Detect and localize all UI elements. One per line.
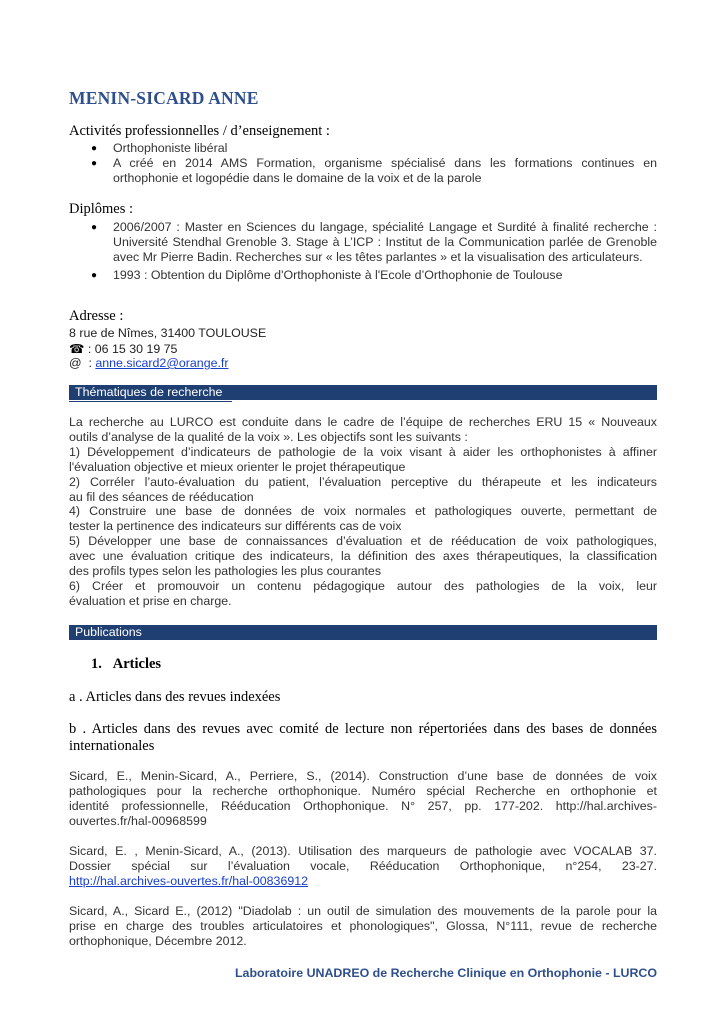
research-section-title: Thématiques de recherche [75,385,223,399]
bullet-icon: ● [91,143,98,154]
articles-heading: 1. Articles [91,656,162,672]
divider [69,401,232,402]
publications-section-bar [69,625,657,640]
publication-reference: Sicard, E. , Menin-Sicard, A., (2013). Utilisation des marqueurs de pathologie avec VOCALAB 37. Dossier spécial sur l’évaluation vocale, Rééducation Orthophonique, n°254, 23-27. http://hal.archives-ouvertes.fr/hal-00836912 [69,844,657,888]
peer-reviewed-articles-heading: b . Articles dans des revues avec comité de lecture non répertoriées dans des bases de données internationales [69,721,657,754]
list-item: ● 2006/2007 : Master en Sciences du langage, spécialité Langage et Surdité à finalité recherche : Université Stendhal Grenoble 3. Stage à L’ICP : Institut de la Communication parlée de Grenoble avec Mr Pierre Badin. Recherches sur « les têtes parlantes » et la visualisation des articulateurs. [91,220,657,265]
email-link[interactable]: anne.sicard2@orange.fr [95,356,229,370]
bullet-icon: ● [91,222,98,233]
list-item: ● A créé en 2014 AMS Formation, organisme spécialisé dans les formations continues en orthophonie et logopédie dans le domaine de la voix et de la parole [91,156,657,186]
diplomas-list [69,220,657,283]
research-paragraph: La recherche au LURCO est conduite dans le cadre de l’équipe de recherches ERU 15 « Nouveaux outils d’analyse de la qualité de la voix ». Les objectifs sont les suivants : 1) Développement d’indicateurs de pathologie de la voix visant à aider les orthophonistes à affiner l'évaluation objective et mieux orienter le projet thérapeutique 2) Corréler l’auto-évaluation du patient, l’évaluation perceptive du thérapeute et les indicateurs au fil des séances de rééducation 4) Construire une base de données de voix normales et pathologiques ouverte, permettant de tester la pertinence des indicateurs sur différents cas de voix 5) Développer une base de connaissances d’évaluation et de rééducation de voix pathologiques, avec une évaluation critique des indicateurs, la définition des axes thérapeutiques, la classification des profils types selon les pathologies les plus courantes 6) Créer et promouvoir un contenu pédagogique autour des pathologies de la voix, leur évaluation et prise en charge. [69,415,657,608]
list-item: ● 1993 : Obtention du Diplôme d'Orthophoniste à l'Ecole d’Orthophonie de Toulouse [91,267,563,282]
activities-list [69,141,657,187]
publications-section-title: Publications [75,625,142,639]
diplomas-heading: Diplômes : [69,201,134,217]
research-section-bar [69,385,657,400]
indexed-articles-heading: a . Articles dans des revues indexées [69,689,281,705]
bullet-icon: ● [91,269,98,281]
address-email: @ : anne.sicard2@orange.fr [69,356,229,370]
address-phone: ☎ : 06 15 30 19 75 [69,342,178,356]
bullet-icon: ● [91,158,98,170]
person-name: MENIN-SICARD ANNE [69,88,259,108]
address-heading: Adresse : [69,308,124,324]
activities-heading: Activités professionnelles / d’enseignement : [69,123,330,139]
hal-link[interactable]: http://hal.archives-ouvertes.fr/hal-00836912 [69,874,309,888]
list-item: ● Orthophoniste libéral [91,141,228,155]
address-street: 8 rue de Nîmes, 31400 TOULOUSE [69,326,267,340]
at-icon: @ [69,356,82,370]
phone-icon: ☎ [69,342,85,356]
page-footer: Laboratoire UNADREO de Recherche Clinique en Orthophonie - LURCO [234,966,657,980]
publication-reference: Sicard, E., Menin-Sicard, A., Perriere, S., (2014). Construction d’une base de données de voix pathologiques pour la recherche orthophonique. Numéro spécial Recherche en orthophonie et identité professionnelle, Rééducation Orthophonique. N° 257, pp. 177-202. http://hal.archives- ouvertes.fr/hal-00968599 [69,769,657,828]
publication-reference: Sicard, A., Sicard E., (2012) "Diadolab : un outil de simulation des mouvements de la parole pour la prise en charge des troubles articulatoires et phonologiques", Glossa, N°111, revue de recherche orthophonique, Décembre 2012. [69,904,657,948]
